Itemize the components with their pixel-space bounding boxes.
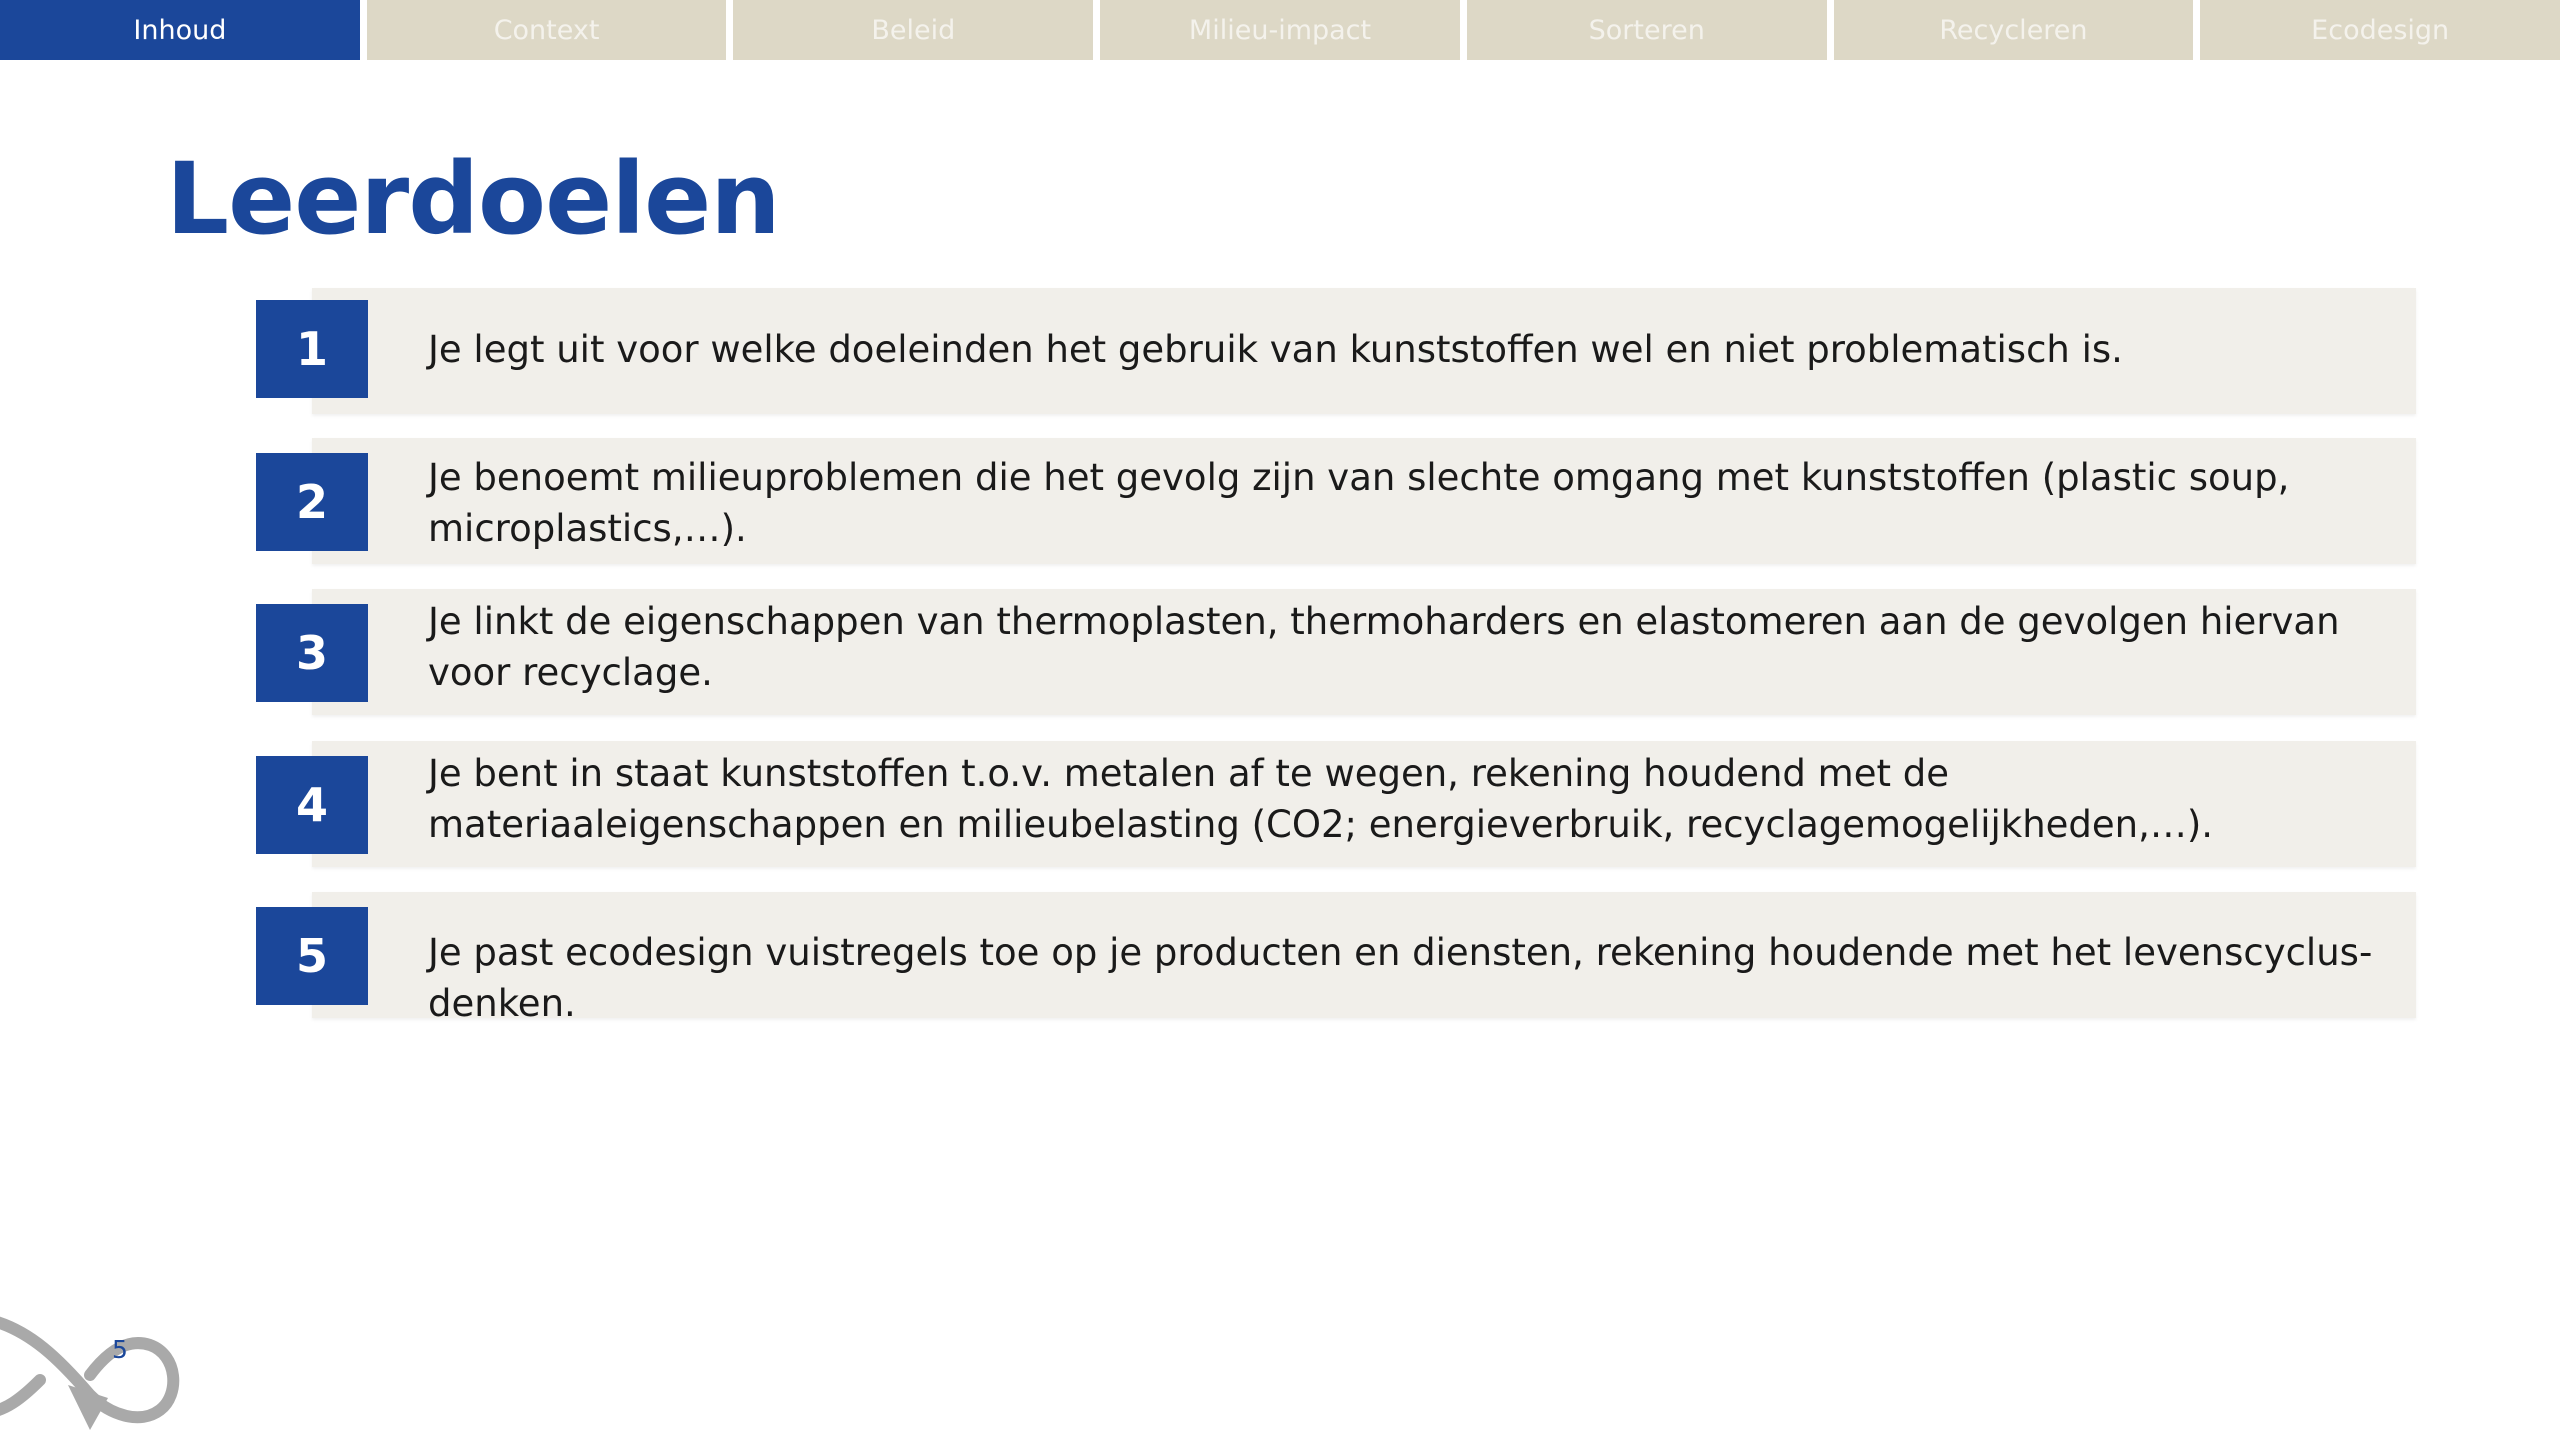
tab-ecodesign[interactable]: Ecodesign [2200,0,2560,60]
goal-number-badge: 2 [256,453,368,551]
tab-beleid[interactable]: Beleid [733,0,1093,60]
goal-item-5 [256,892,2416,1025]
goal-item-3 [256,589,2416,719]
tab-inhoud[interactable]: Inhoud [0,0,360,60]
page-title: Leerdoelen [166,142,780,257]
tab-recycleren[interactable]: Recycleren [1834,0,2194,60]
tab-sorteren[interactable]: Sorteren [1467,0,1827,60]
goal-text: Je bent in staat kunststoffen t.o.v. metalen af te wegen, rekening houdend met de materiaaleigenschappen en milieubelasting (CO2; energieverbruik, recyclagemogelijkheden,…). [428,752,2214,846]
tab-context[interactable]: Context [367,0,727,60]
goal-text: Je legt uit voor welke doeleinden het gebruik van kunststoffen wel en niet problematisch is. [428,328,2123,371]
goal-text: Je past ecodesign vuistregels toe op je producten en diensten, rekening houdende met het levenscyclus-denken. [428,931,2373,1025]
page-number: 5 [112,1335,128,1364]
tab-milieu-impact[interactable]: Milieu-impact [1100,0,1460,60]
goal-text: Je benoemt milieuproblemen die het gevolg zijn van slechte omgang met kunststoffen (plastic soup, microplastics,…). [428,456,2290,550]
goal-number-badge: 1 [256,300,368,398]
goal-number-badge: 4 [256,756,368,854]
goal-number-badge: 5 [256,907,368,1005]
goal-item-1 [256,288,2416,418]
top-navigation [0,0,2560,64]
goal-item-2 [256,438,2416,568]
circular-arrow-logo-icon [0,1290,190,1432]
goal-text: Je linkt de eigenschappen van thermoplasten, thermoharders en elastomeren aan de gevolgen hiervan voor recyclage. [428,600,2340,694]
goal-item-4 [256,741,2416,871]
goal-number-badge: 3 [256,604,368,702]
